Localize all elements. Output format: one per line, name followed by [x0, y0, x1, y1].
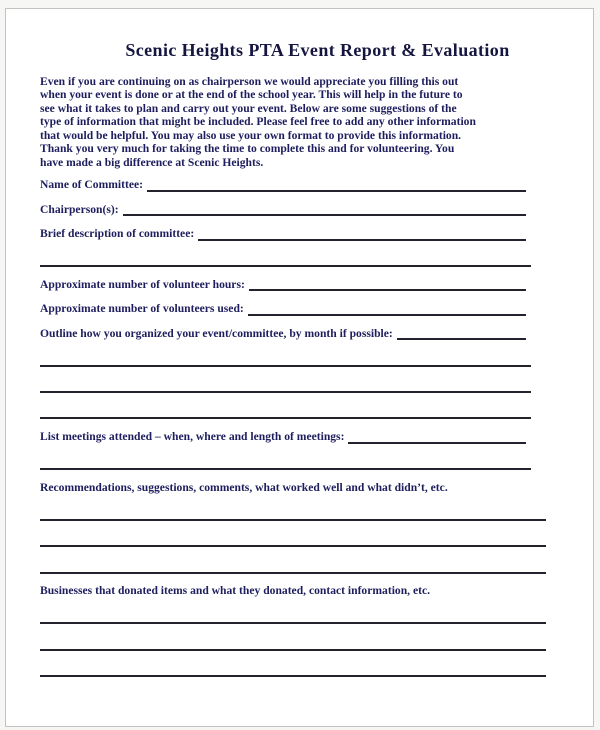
blank-write-in-line — [40, 662, 546, 678]
field-chairpersons — [40, 203, 526, 217]
field-label: Approximate number of volunteers used: — [40, 302, 244, 316]
field-label: Approximate number of volunteer hours: — [40, 277, 245, 291]
field-label: Brief description of committee: — [40, 226, 195, 240]
field-meetings-attended — [40, 430, 526, 444]
intro-line: type of information that might be included. Please feel free to add any other information — [40, 115, 476, 129]
field-label: Outline how you organized your event/committee, by month if possible: — [40, 326, 393, 340]
field-label: Recommendations, suggestions, comments, what worked well and what didn’t, etc. — [40, 480, 448, 494]
form-body — [40, 178, 593, 677]
section-label-recommendations — [40, 481, 583, 495]
blank-underline — [123, 203, 526, 217]
document-page — [5, 8, 594, 727]
intro-line: see what it takes to plan and carry out your event. Below are some suggestions of the — [40, 101, 457, 115]
page-title: Scenic Heights PTA Event Report & Evaluation — [125, 40, 510, 60]
blank-underline — [348, 430, 526, 444]
blank-underline — [248, 302, 526, 316]
field-name-of-committee — [40, 178, 526, 192]
field-label: Name of Committee: — [40, 178, 144, 192]
blank-write-in-line — [40, 635, 546, 651]
intro-line: have made a big difference at Scenic Heights. — [40, 155, 264, 169]
field-label: List meetings attended – when, where and length of meetings: — [40, 430, 345, 444]
blank-underline — [198, 227, 526, 241]
blank-underline — [249, 278, 526, 292]
intro-line: Thank you very much for taking the time to complete this and for volunteering. You — [40, 142, 455, 156]
blank-write-in-line — [40, 558, 546, 574]
intro-paragraph — [40, 75, 572, 169]
intro-line: that would be helpful. You may also use your own format to provide this information. — [40, 128, 462, 142]
blank-write-in-line — [40, 377, 531, 393]
blank-underline — [147, 178, 526, 192]
blank-write-in-line — [40, 505, 546, 521]
field-volunteers-used — [40, 302, 526, 316]
section-label-businesses-donated — [40, 584, 583, 598]
intro-line: when your event is done or at the end of the school year. This will help in the future to — [40, 88, 463, 102]
field-label: Businesses that donated items and what they donated, contact information, etc. — [40, 584, 431, 598]
intro-line: Even if you are continuing on as chairperson we would appreciate you filling this out — [40, 75, 459, 88]
field-volunteer-hours — [40, 278, 526, 292]
blank-write-in-line — [40, 351, 531, 367]
field-label: Chairperson(s): — [40, 202, 119, 216]
blank-write-in-line — [40, 404, 531, 420]
field-brief-description-of-committee — [40, 227, 526, 241]
blank-write-in-line — [40, 532, 546, 548]
blank-write-in-line — [40, 454, 531, 470]
blank-underline — [397, 327, 526, 341]
field-event-organization-outline — [40, 327, 526, 341]
blank-write-in-line — [40, 251, 531, 267]
blank-write-in-line — [40, 609, 546, 625]
